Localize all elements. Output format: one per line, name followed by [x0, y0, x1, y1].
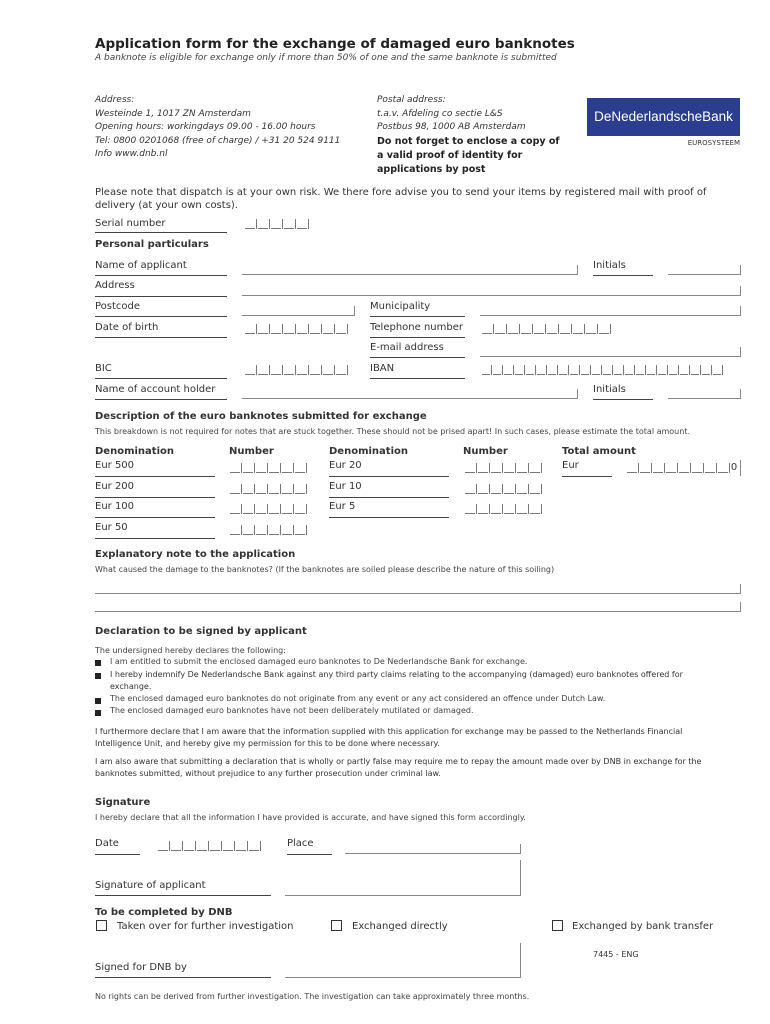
- label-underline: [95, 476, 215, 477]
- address-line: Opening hours: workingdays 09.00 - 16.00 hours: [95, 122, 316, 132]
- declaration-item: I hereby indemnify De Nederlandsche Bank against any third party claims relating to the accompanying (damaged) euro banknotes offered for exchange.: [110, 670, 683, 691]
- address-field[interactable]: [242, 286, 741, 296]
- declaration-para-1: I furthermore declare that I am aware that the information supplied with this application for exchange may be passed to the Netherlands Financial Intelligence Unit, and hereby give my permission for this to be done where necessary.: [95, 727, 683, 748]
- further-investigation-checkbox[interactable]: [96, 920, 107, 931]
- label-underline: [95, 296, 227, 297]
- label-underline: [287, 854, 332, 855]
- total-amount-field[interactable]: [627, 466, 731, 476]
- declaration-heading: Declaration to be signed by applicant: [95, 626, 307, 637]
- dispatch-note: Please note that dispatch is at your own risk. We there fore advise you to send your items by registered mail with proof of delivery (at your own costs).: [95, 187, 707, 211]
- denom-eur200: Eur 200: [95, 481, 135, 492]
- explanatory-heading: Explanatory note to the application: [95, 549, 296, 560]
- total-amount-value: 0: [730, 462, 738, 473]
- label-underline: [593, 399, 653, 400]
- address-block: [95, 94, 340, 162]
- initials2-field[interactable]: [668, 389, 741, 399]
- label-underline: [329, 476, 449, 477]
- municipality-field[interactable]: [480, 306, 741, 316]
- number-eur50-field[interactable]: [230, 528, 308, 538]
- postal-line: Postal address:: [377, 95, 446, 105]
- total-box-edge: [740, 460, 741, 476]
- serial-number-field[interactable]: [245, 222, 310, 232]
- explanatory-question: What caused the damage to the banknotes? (If the banknotes are soiled please describe the nature of this soiling): [95, 565, 555, 574]
- email-field[interactable]: [480, 347, 741, 357]
- label-underline: [95, 895, 271, 896]
- label-underline: [95, 977, 271, 978]
- further-investigation-label: Taken over for further investigation: [117, 921, 294, 932]
- eurosysteem-label: EUROSYSTEEM: [687, 139, 740, 147]
- bullet-icon: [95, 710, 101, 716]
- label-underline: [370, 316, 465, 317]
- number-eur20-field[interactable]: [465, 466, 543, 476]
- place-field[interactable]: [345, 844, 521, 854]
- dnb-heading: To be completed by DNB: [95, 907, 233, 918]
- label-underline: [95, 337, 227, 338]
- bank-transfer-checkbox[interactable]: [552, 920, 563, 931]
- denom-eur10: Eur 10: [329, 481, 362, 492]
- date-of-birth-field[interactable]: [245, 327, 349, 337]
- exchanged-directly-label: Exchanged directly: [352, 921, 448, 932]
- label-underline: [95, 854, 140, 855]
- declaration-intro: The undersigned hereby declares the following:: [95, 646, 286, 655]
- bullet-icon: [95, 673, 101, 679]
- account-holder-field[interactable]: [242, 389, 578, 399]
- signature-date-field[interactable]: [158, 844, 262, 854]
- postal-block: [377, 94, 560, 177]
- col-number-2: Number: [463, 446, 508, 457]
- explanatory-line-2[interactable]: [95, 602, 741, 612]
- personal-heading: Personal particulars: [95, 239, 209, 250]
- address-line: Tel: 0800 0201068 (free of charge) / +31 20 524 9111: [95, 135, 341, 146]
- label-underline: [95, 275, 227, 276]
- declaration-item: The enclosed damaged euro banknotes have not been deliberately mutilated or damaged.: [110, 706, 474, 715]
- label-underline: [95, 517, 215, 518]
- number-eur5-field[interactable]: [465, 507, 543, 517]
- denom-eur5: Eur 5: [329, 501, 356, 512]
- declaration-para-2: I am also aware that submitting a declaration that is wholly or partly false may require me to repay the amount made over by DNB in exchange for the banknotes submitted, without prejudice to any further prosecution under criminal law.: [95, 757, 702, 778]
- telephone-field[interactable]: [482, 327, 612, 337]
- date-of-birth-label: Date of birth: [95, 322, 159, 333]
- bank-transfer-label: Exchanged by bank transfer: [572, 921, 714, 932]
- address-label: Address: [95, 280, 135, 291]
- address-line: Westeinde 1, 1017 ZN Amsterdam: [95, 108, 251, 119]
- iban-field[interactable]: [482, 368, 724, 378]
- denom-eur100: Eur 100: [95, 501, 135, 512]
- municipality-label: Municipality: [370, 301, 431, 312]
- number-eur100-field[interactable]: [230, 507, 308, 517]
- postal-bold-line: applications by post: [377, 163, 486, 175]
- serial-number-label: Serial number: [95, 218, 166, 229]
- initials2-label: Initials: [593, 384, 626, 395]
- account-holder-label: Name of account holder: [95, 384, 216, 395]
- description-note: This breakdown is not required for notes that are stuck together. These should not be prised apart! In such cases, please estimate the total amount.: [95, 427, 690, 436]
- signature-applicant-label: Signature of applicant: [95, 880, 206, 891]
- number-eur10-field[interactable]: [465, 487, 543, 497]
- label-underline: [329, 517, 449, 518]
- signature-applicant-field[interactable]: [285, 860, 521, 896]
- initials-field[interactable]: [668, 265, 741, 275]
- bic-label: BIC: [95, 363, 112, 374]
- signature-statement: I hereby declare that all the information I have provided is accurate, and have signed this form accordingly.: [95, 813, 526, 822]
- dnb-logo: DeNederlandscheBank: [587, 98, 740, 136]
- postcode-label: Postcode: [95, 301, 141, 312]
- declaration-item: The enclosed damaged euro banknotes do not originate from any event or any act considered an offence under Dutch Law.: [110, 694, 606, 703]
- label-underline: [370, 337, 465, 338]
- description-heading: Description of the euro banknotes submitted for exchange: [95, 411, 427, 422]
- form-title: Application form for the exchange of damaged euro banknotes: [95, 36, 575, 52]
- explanatory-line-1[interactable]: [95, 584, 741, 594]
- initials-label: Initials: [593, 260, 626, 271]
- signature-heading: Signature: [95, 797, 151, 808]
- label-underline: [95, 399, 227, 400]
- label-underline: [329, 497, 449, 498]
- footer-note: No rights can be derived from further investigation. The investigation can take approximately three months.: [95, 992, 530, 1001]
- col-number: Number: [229, 446, 274, 457]
- date-label: Date: [95, 838, 119, 849]
- label-underline: [370, 357, 465, 358]
- postal-line: t.a.v. Afdeling co sectie L&S: [377, 108, 503, 119]
- col-total: Total amount: [562, 446, 636, 457]
- label-underline: [95, 378, 227, 379]
- label-underline: [95, 316, 227, 317]
- form-code: 7445 - ENG: [593, 950, 639, 959]
- telephone-label: Telephone number: [370, 322, 463, 333]
- postal-bold-line: a valid proof of identity for: [377, 149, 523, 161]
- denom-eur20: Eur 20: [329, 460, 362, 471]
- postal-bold-line: Do not forget to enclose a copy of: [377, 135, 560, 147]
- denom-eur50: Eur 50: [95, 522, 128, 533]
- denom-eur500: Eur 500: [95, 460, 135, 471]
- signed-for-dnb-label: Signed for DNB by: [95, 962, 187, 973]
- name-of-applicant-label: Name of applicant: [95, 260, 187, 271]
- label-underline: [562, 476, 612, 477]
- label-underline: [370, 378, 465, 379]
- address-line: Address:: [95, 95, 135, 105]
- postal-line: Postbus 98, 1000 AB Amsterdam: [377, 122, 526, 132]
- declaration-item: I am entitled to submit the enclosed damaged euro banknotes to De Nederlandsche Bank for exchange.: [110, 657, 528, 666]
- exchanged-directly-checkbox[interactable]: [331, 920, 342, 931]
- address-line: Info www.dnb.nl: [95, 149, 168, 159]
- email-label: E-mail address: [370, 342, 444, 353]
- name-of-applicant-field[interactable]: [242, 265, 578, 275]
- serial-underline: [95, 232, 227, 233]
- col-denomination: Denomination: [95, 446, 174, 457]
- bullet-icon: [95, 660, 101, 666]
- iban-label: IBAN: [370, 363, 395, 374]
- col-denomination-2: Denomination: [329, 446, 408, 457]
- total-currency-label: Eur: [562, 460, 579, 471]
- number-eur200-field[interactable]: [230, 487, 308, 497]
- form-subtitle: A banknote is eligible for exchange only if more than 50% of one and the same banknote is submitted: [95, 53, 557, 63]
- label-underline: [95, 497, 215, 498]
- number-eur500-field[interactable]: [230, 466, 308, 476]
- label-underline: [593, 275, 653, 276]
- bic-field[interactable]: [245, 368, 349, 378]
- bullet-icon: [95, 698, 101, 704]
- postcode-field[interactable]: [242, 306, 355, 316]
- label-underline: [95, 538, 215, 539]
- signed-for-dnb-field[interactable]: [285, 943, 521, 978]
- place-label: Place: [287, 838, 314, 849]
